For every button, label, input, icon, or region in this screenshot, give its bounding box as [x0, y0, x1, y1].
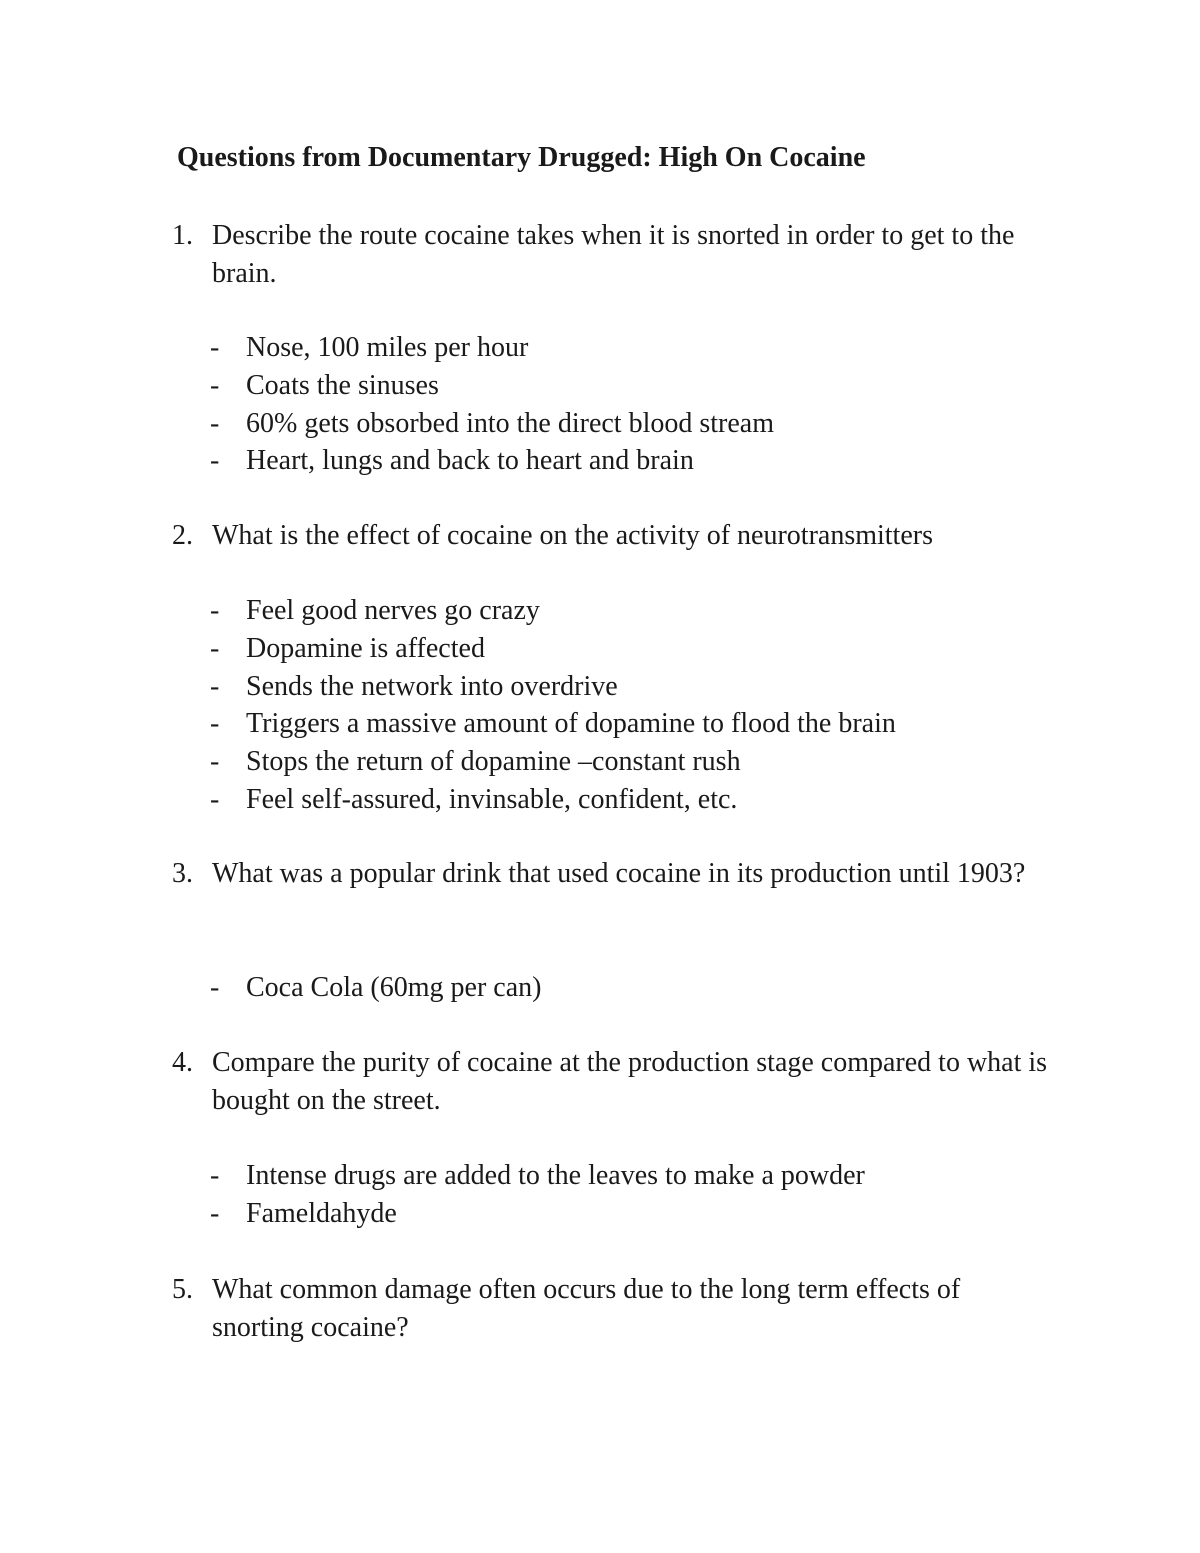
question-text: What was a popular drink that used cocaine in its production until 1903? [212, 858, 1026, 889]
list-item [210, 705, 1050, 743]
bullet-dash: - [210, 332, 220, 363]
question-text: Compare the purity of cocaine at the production stage compared to what is bought on the street. [212, 1047, 1048, 1116]
answer-text: Heart, lungs and back to heart and brain [246, 445, 694, 477]
bullet-dash: - [210, 670, 220, 702]
list-item [210, 781, 1050, 819]
bullet-dash: - [210, 1197, 220, 1229]
document-title: Questions from Documentary Drugged: High On Cocaine [177, 142, 866, 173]
bullet-dash: - [210, 595, 220, 626]
question-2 [172, 517, 1052, 555]
bullet-dash: - [210, 369, 220, 401]
answer-text: Feel good nerves go crazy [246, 595, 540, 626]
question-text: Describe the route cocaine takes when it is snorted in order to get to the brain. [212, 220, 1015, 289]
list-item [210, 592, 1050, 630]
list-item [210, 668, 1050, 706]
answer-list-3 [210, 969, 1050, 1007]
bullet-dash: - [210, 972, 220, 1003]
question-4 [172, 1044, 1052, 1119]
list-item [210, 367, 1050, 405]
answer-text: Nose, 100 miles per hour [246, 332, 529, 363]
list-item [210, 743, 1050, 781]
question-number: 5. [172, 1274, 193, 1305]
answer-text: Stops the return of dopamine –constant rush [246, 746, 741, 778]
question-text: What common damage often occurs due to the long term effects of snorting cocaine? [212, 1274, 961, 1343]
question-5 [172, 1271, 1052, 1346]
answer-text: 60% gets obsorbed into the direct blood stream [246, 407, 774, 439]
answer-text: Intense drugs are added to the leaves to make a powder [246, 1160, 865, 1191]
question-1 [172, 217, 1052, 292]
list-item [210, 442, 1050, 480]
answer-text: Fameldahyde [246, 1197, 397, 1229]
answer-text: Sends the network into overdrive [246, 670, 618, 702]
bullet-dash: - [210, 445, 220, 477]
list-item [210, 1195, 1050, 1233]
answer-list-1 [210, 329, 1050, 480]
question-number: 4. [172, 1047, 193, 1078]
bullet-dash: - [210, 632, 220, 664]
question-3 [172, 855, 1052, 893]
question-number: 2. [172, 520, 193, 551]
bullet-dash: - [210, 708, 220, 740]
answer-list-2 [210, 592, 1050, 819]
answer-text: Dopamine is affected [246, 632, 485, 664]
list-item [210, 1157, 1050, 1195]
question-text: What is the effect of cocaine on the activity of neurotransmitters [212, 520, 933, 551]
bullet-dash: - [210, 407, 220, 439]
bullet-dash: - [210, 1160, 220, 1191]
answer-text: Triggers a massive amount of dopamine to flood the brain [246, 708, 896, 740]
list-item [210, 969, 1050, 1007]
list-item [210, 630, 1050, 668]
question-number: 3. [172, 858, 193, 889]
bullet-dash: - [210, 783, 220, 815]
answer-text: Coats the sinuses [246, 369, 439, 401]
question-number: 1. [172, 220, 193, 251]
list-item [210, 405, 1050, 443]
answer-text: Feel self-assured, invinsable, confident, etc. [246, 783, 738, 815]
list-item [210, 329, 1050, 367]
answer-list-4 [210, 1157, 1050, 1233]
bullet-dash: - [210, 746, 220, 778]
answer-text: Coca Cola (60mg per can) [246, 972, 542, 1003]
